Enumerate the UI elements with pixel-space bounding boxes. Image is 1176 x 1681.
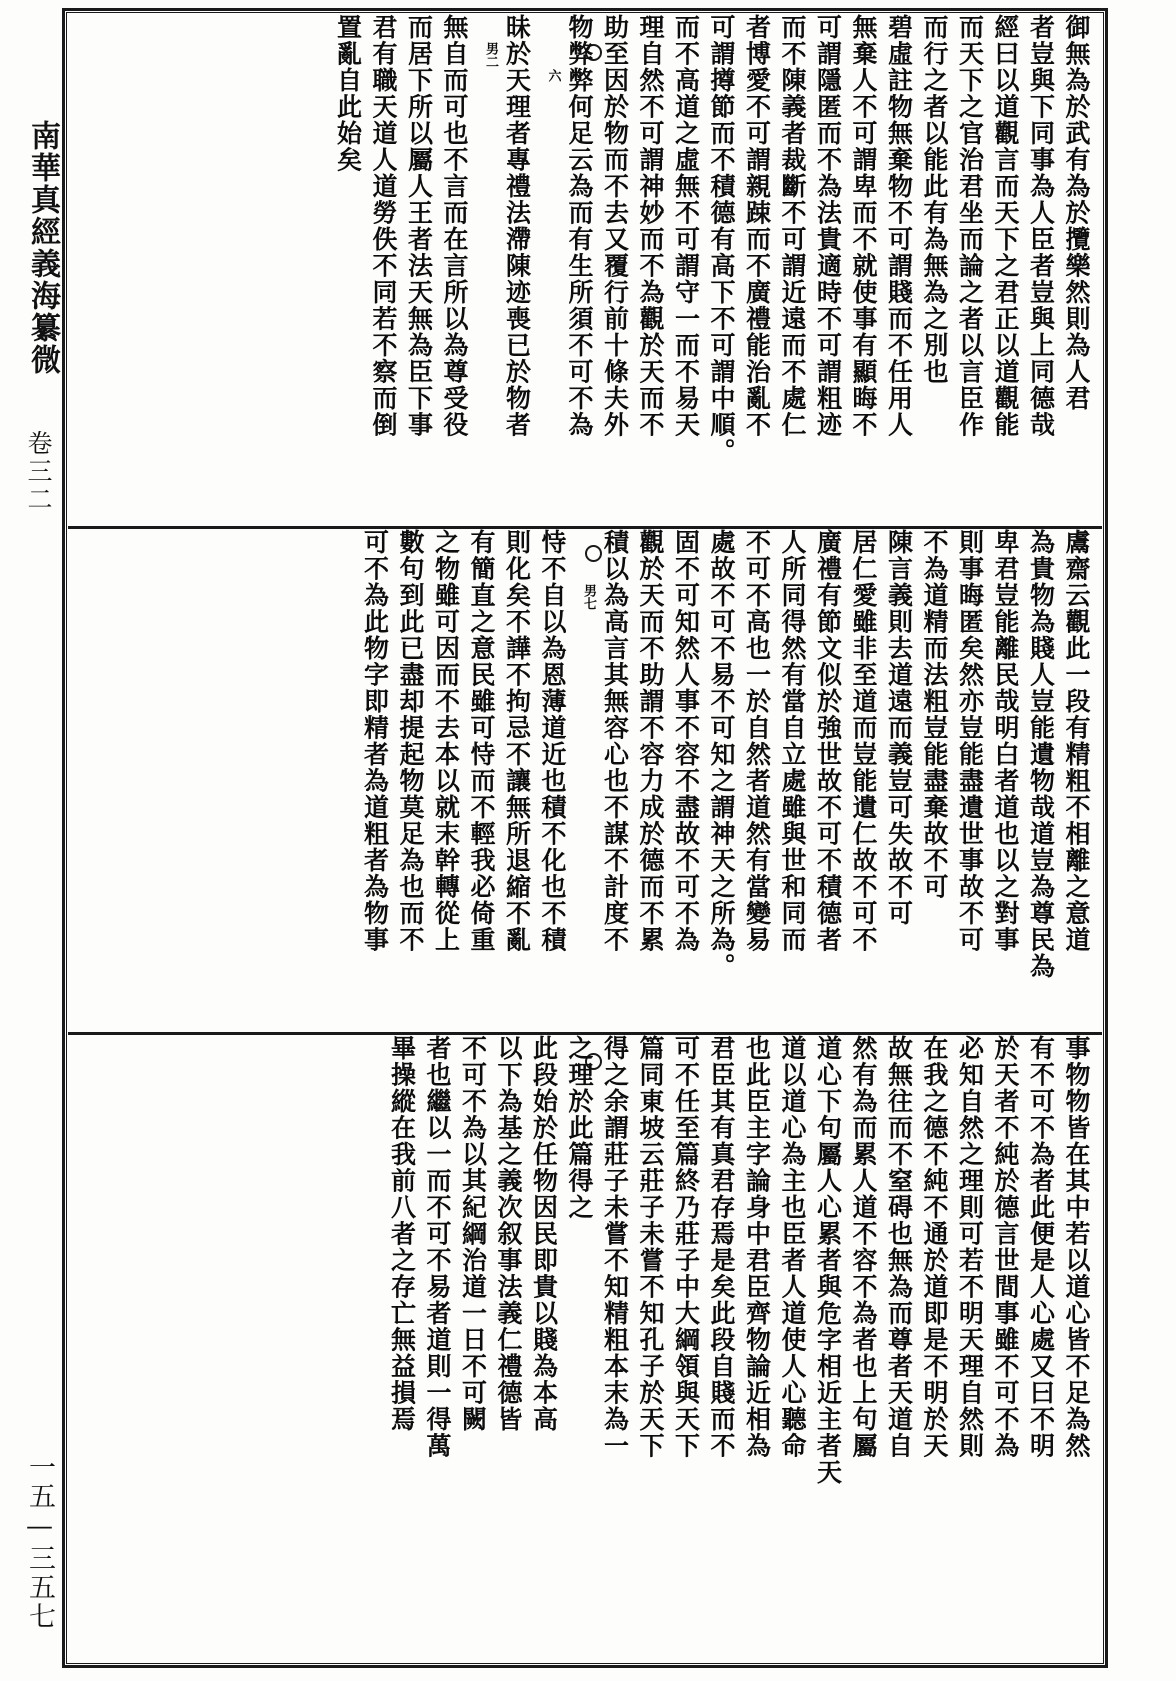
text-column: 然有為而累人道不容不為者也上句屬 (849, 1035, 878, 1459)
text-column: 經曰以道觀言而天下之君正以道觀能 (991, 14, 1020, 438)
text-column: 君臣其有真君存焉是矣此段自賤而不 (707, 1035, 736, 1459)
text-column: 者也繼以一而不可不易者道則一得萬 (423, 1035, 452, 1459)
page-number: 一五—三五七 (24, 1453, 55, 1631)
text-column: 廣禮有節文似於強世故不可不積德者 (813, 529, 843, 953)
text-column: 可不為此物字即精者為道粗者為物事 (360, 529, 390, 953)
spine-column (0, 0, 62, 1681)
text-column: 不可不高也一於自然者道然有當變易 (742, 529, 772, 953)
text-column: 之理於此篇得之 (565, 1035, 594, 1221)
text-column: 陳言義則去道遠而義豈可失故不可 (884, 529, 914, 927)
text-column: 者博愛不可謂親踈而不廣禮能治亂不 (742, 14, 772, 438)
text-column: 以下為基之義次叙事法義仁禮德皆 (494, 1035, 523, 1433)
text-column: 積以為高言其無容心也不謀不計度不 (600, 529, 630, 953)
text-column: 居仁愛雖非至道而豈能遺仁故不可不 (849, 529, 878, 953)
text-column: 之物雖可因而不去本以就末幹轉從上 (431, 529, 461, 953)
text-column: 此段始於任物因民即貴以賤為本高 (529, 1035, 559, 1433)
text-column: 在我之德不純不通於道即是不明於天 (920, 1035, 949, 1459)
text-column: 數句到此已盡却提起物莫足為也而不 (396, 529, 425, 953)
text-column: 鬳齋云觀此一段有精粗不相離之意道 (1062, 529, 1091, 953)
text-column: 而居下所以屬人王者法天無為臣下事 (404, 14, 434, 438)
book-title: 南華真經義海纂微 (25, 120, 60, 376)
volume-label: 卷三二 (24, 430, 53, 514)
text-column: 為貴物為賤人豈能遺物哉道豈為尊民為 (1026, 529, 1056, 980)
text-column: 有簡直之意民雖可恃而不輕我必倚重 (467, 529, 496, 953)
text-column: 碧虛註物無棄物不可謂賤而不任用人 (884, 14, 914, 438)
text-column: 可謂撙節而不積德有高下不可謂中順。 (707, 14, 736, 465)
text-column: 不可不為以其紀綱治道一日不可闕 (458, 1035, 488, 1433)
text-column: 觀於天而不助謂不容力成於德而不累 (636, 529, 665, 953)
text-column: 卑君豈能離民哉明白者道也以之對事 (991, 529, 1020, 953)
text-column: 道心下句屬人心累者與危字相近主者天 (813, 1035, 843, 1486)
text-column: 故無往而不窒碍也無為而尊者天道自 (884, 1035, 914, 1459)
interlinear-note: 男七 (581, 584, 596, 610)
text-column: 恃不自以為恩薄道近也積不化也不積 (538, 529, 567, 953)
text-column: 昧於天理者專禮法滯陳迹喪已於物者 (502, 14, 532, 438)
text-column: 則化矣不譁不拘忌不讓無所退縮不亂 (502, 529, 532, 953)
text-column: 御無為於武有為於攬樂然則為人君 (1062, 14, 1091, 412)
text-column: 而不陳義者裁斷不可謂近遠而不處仁 (778, 14, 807, 438)
text-column: 篇同東坡云莊子未嘗不知孔子於天下 (636, 1035, 665, 1459)
interlinear-note: 男二 (483, 42, 498, 68)
text-column: 於天者不純於德言世間事雖不可不為 (991, 1035, 1020, 1459)
text-register-3 (68, 1035, 1102, 1664)
text-column: 必知自然之理則可若不明天理自然則 (955, 1035, 985, 1459)
text-column: 無自而可也不言而在言所以為尊受役 (440, 14, 469, 438)
text-column: 而行之者以能此有為無為之別也 (920, 14, 949, 385)
text-column: 君有職天道人道勞佚不同若不察而倒 (369, 14, 398, 438)
text-column: 無棄人不可謂卑而不就使事有顯晦不 (849, 14, 878, 438)
text-column: 者豈與下同事為人臣者豈與上同德哉 (1026, 14, 1056, 438)
text-column: 也此臣主字論身中君臣齊物論近相為 (742, 1035, 772, 1459)
text-column: 人所同得然有當自立處雖與世和同而 (778, 529, 807, 953)
text-column: 理自然不可謂神妙而不為觀於天而不 (636, 14, 665, 438)
text-column: 可謂隱匿而不為法貴適時不可謂粗迹 (813, 14, 843, 438)
text-column: 而不高道之虛無不可謂守一而不易天 (671, 14, 701, 438)
text-column: 有不可不為者此便是人心處又曰不明 (1026, 1035, 1056, 1459)
text-column: 得之余謂莊子未嘗不知精粗本末為一 (600, 1035, 630, 1459)
text-column: 道以道心為主也臣者人道使人心聽命 (778, 1035, 807, 1459)
text-column: 則事晦匿矣然亦豈能盡遺世事故不可 (955, 529, 985, 953)
text-column: 畢操縱在我前八者之存亡無益損焉 (387, 1035, 417, 1433)
text-column: 事物物皆在其中若以道心皆不足為然 (1062, 1035, 1091, 1459)
text-column: 物弊弊何足云為而有生所須不可不為 (565, 14, 594, 438)
text-column: 不為道精而法粗豈能盡棄故不可 (920, 529, 949, 900)
text-column: 置亂自此始矣 (333, 14, 363, 173)
text-column: 處故不可不易不可知之謂神天之所為。 (707, 529, 736, 980)
text-register-1 (68, 14, 1102, 529)
text-column: 而天下之官治君坐而論之者以言臣作 (955, 14, 985, 438)
interlinear-note: 六 (545, 69, 561, 82)
text-register-2 (68, 529, 1102, 1035)
text-column: 可不任至篇終乃莊子中大綱領與天下 (671, 1035, 701, 1459)
text-column: 固不可知然人事不容不盡故不可不為 (671, 529, 701, 953)
text-column: 助至因於物而不去又覆行前十條夫外 (600, 14, 630, 438)
